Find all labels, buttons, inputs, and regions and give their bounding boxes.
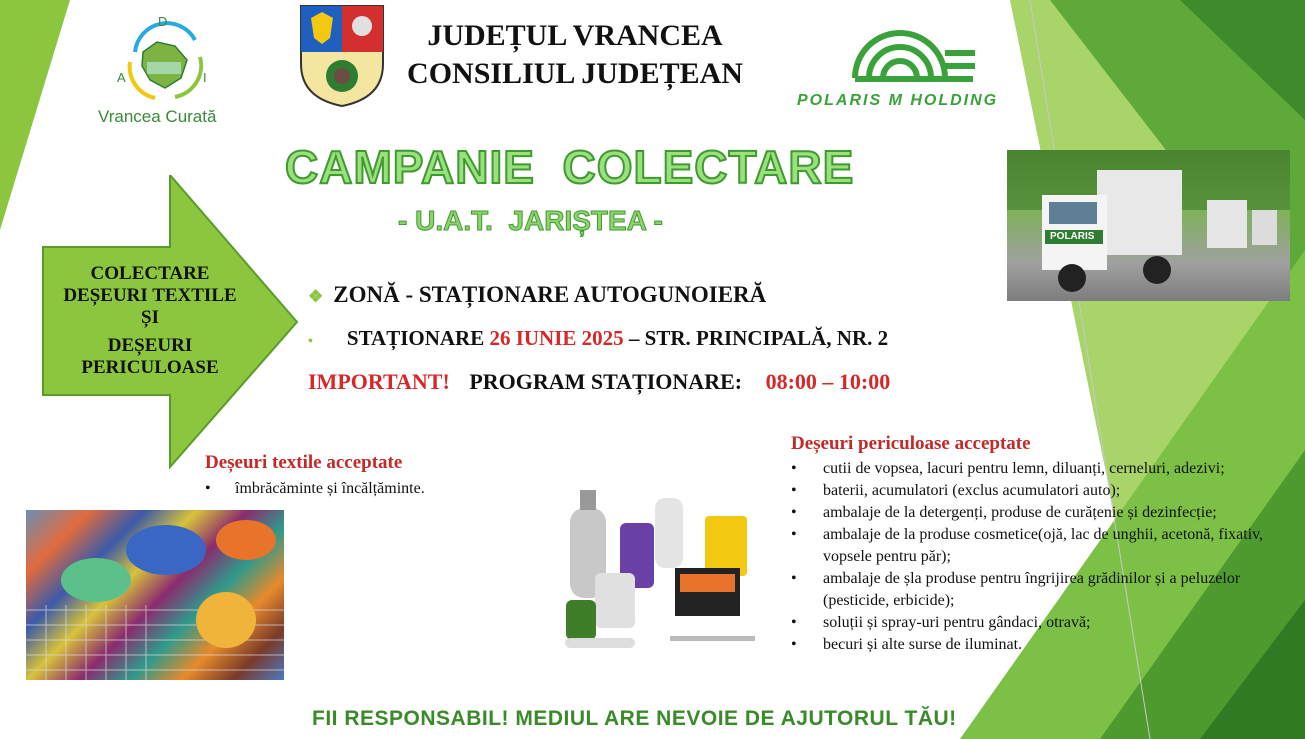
polaris-label: POLARIS M HOLDING xyxy=(797,92,999,109)
campaign-title: CAMPANIE COLECTARE xyxy=(285,141,855,193)
clothes-photo xyxy=(26,510,284,680)
arrow-label xyxy=(45,263,255,379)
header-line-county: JUDEȚUL VRANCEA xyxy=(427,19,723,52)
campaign-subtitle: - U.A.T. JARIȘTEA - xyxy=(398,205,663,236)
header-title xyxy=(365,17,785,93)
important-label: IMPORTANT! xyxy=(308,369,450,394)
logo-letter-i: I xyxy=(203,70,207,85)
footer-slogan: FII RESPONSABIL! MEDIUL ARE NEVOIE DE AJUTORUL TĂU! xyxy=(312,707,957,730)
hazardous-item: • cutii de vopsea, lacuri pentru lemn, diluanți, cerneluri, adezivi; xyxy=(791,458,1303,480)
station-prefix: STAȚIONARE xyxy=(346,326,485,350)
station-address: – STR. PRINCIPALĂ, NR. 2 xyxy=(628,326,889,350)
zone-text: ZONĂ - STAȚIONARE AUTOGUNOIERĂ xyxy=(333,282,767,307)
station-line xyxy=(308,326,888,351)
vrancea-curata-logo xyxy=(95,12,235,132)
hazardous-item: • ambalaje de la produse cosmetice(ojă, lac de unghii, acetonă, fixativ, vopsele pentru păr); xyxy=(791,524,1303,568)
truck-brand-label: POLARIS xyxy=(1050,231,1095,242)
station-date: 26 IUNIE 2025 xyxy=(489,326,624,350)
arrow-line-hazardous: PERICULOASE xyxy=(81,357,219,378)
vrancea-curata-label: Vrancea Curată xyxy=(98,107,217,126)
program-line xyxy=(308,369,890,395)
zone-bullet-icon: ❖ xyxy=(308,287,324,306)
arrow-line-waste: DEȘEURI xyxy=(107,335,193,356)
hazardous-item: • ambalaje de la detergenți, produse de curățenie și dezinfecție; xyxy=(791,502,1303,524)
hazardous-list xyxy=(791,458,1303,656)
arrow-line-and: ȘI xyxy=(141,307,159,328)
hazardous-item: • baterii, acumulatori (exclus acumulatori auto); xyxy=(791,480,1303,502)
hazardous-item: • becuri și alte surse de iluminat. xyxy=(791,634,1303,656)
logo-letter-d: D xyxy=(158,14,168,29)
hazardous-item: • ambalaje de șla produse pentru îngrijirea grădinilor și a peluzelor (pesticide, erbicide); xyxy=(791,568,1303,612)
textile-title: Deșeuri textile acceptate xyxy=(205,452,403,473)
textile-list xyxy=(205,478,535,500)
hazardous-products-photo xyxy=(560,488,760,658)
station-bullet-icon: • xyxy=(308,334,313,349)
arrow-line-textile: DEȘEURI TEXTILE xyxy=(63,285,237,306)
arrow-line-collect: COLECTARE xyxy=(90,263,210,284)
polaris-mark-icon xyxy=(795,10,1035,85)
garbage-truck-photo xyxy=(1007,150,1290,301)
zone-line xyxy=(308,282,766,308)
logo-letter-a: A xyxy=(117,70,126,85)
polaris-logo xyxy=(795,10,1035,120)
program-label: PROGRAM STAȚIONARE: xyxy=(469,369,743,394)
hazardous-title: Deșeuri periculoase acceptate xyxy=(791,433,1031,454)
textile-item: • îmbrăcăminte și încălțăminte. xyxy=(205,478,535,500)
hazardous-item: • soluții și spray-uri pentru gândaci, otravă; xyxy=(791,612,1303,634)
program-time: 08:00 – 10:00 xyxy=(765,369,891,394)
header-line-council: CONSILIUL JUDEȚEAN xyxy=(407,57,743,90)
